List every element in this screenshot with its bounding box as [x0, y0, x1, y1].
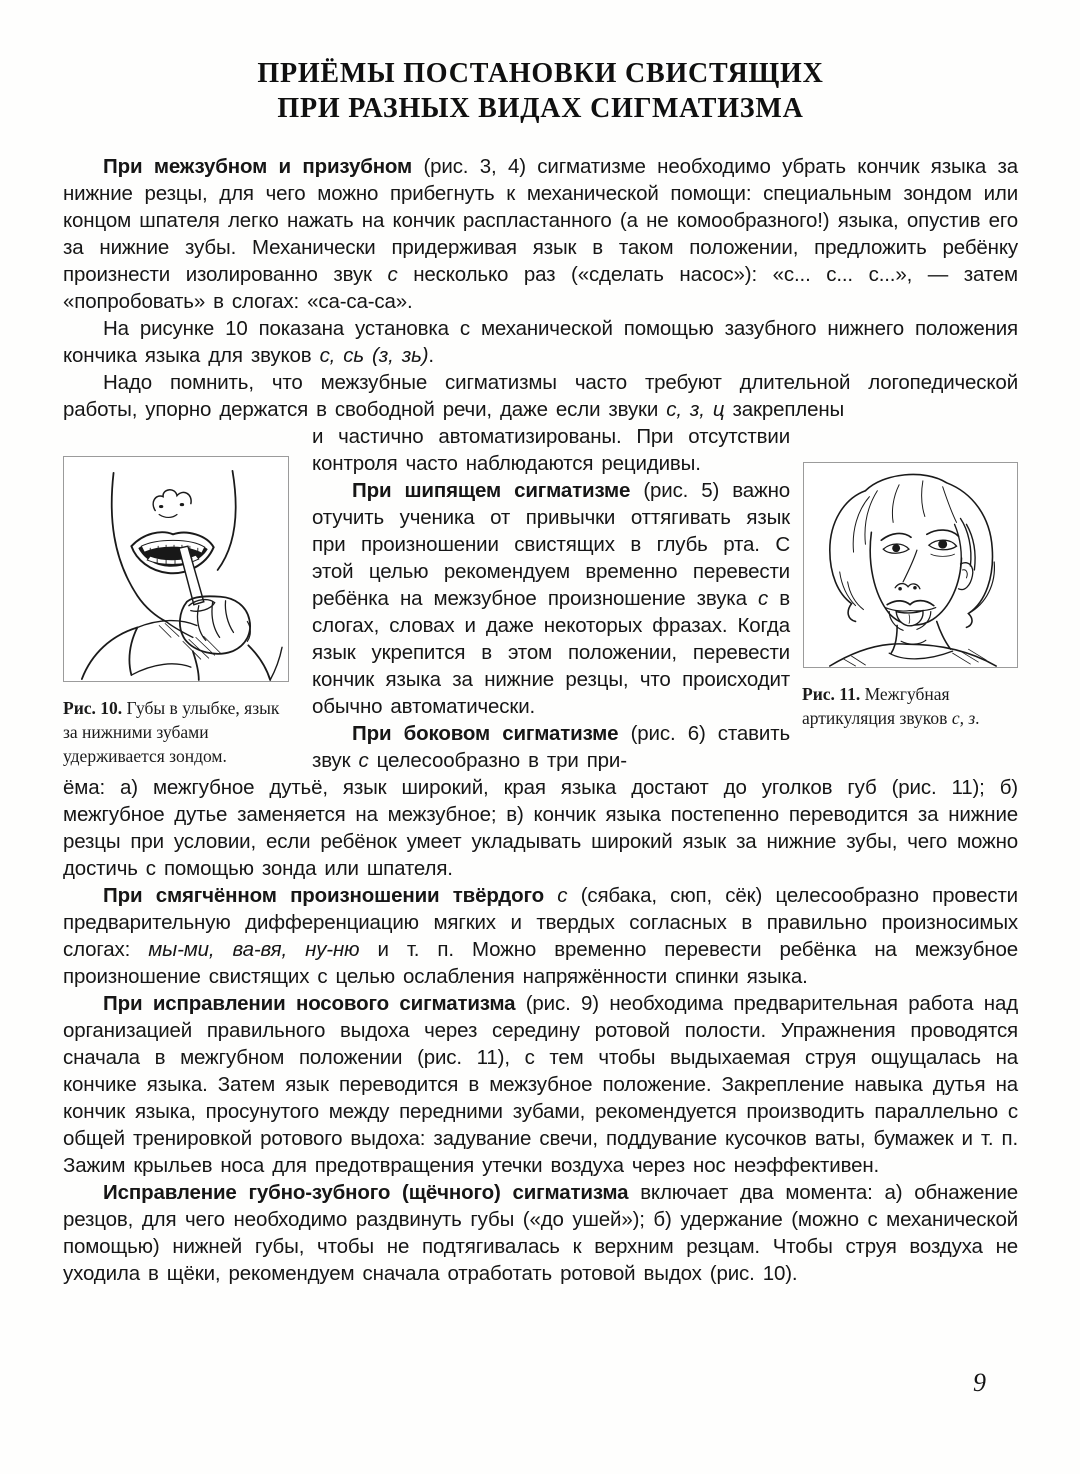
figure11-caption: Рис. 11. Межгубная артикуляция звуков с, з. [802, 684, 980, 728]
page-title-line2: ПРИ РАЗНЫХ ВИДАХ СИГМАТИЗМА [277, 93, 804, 124]
middle-text-column [296, 423, 802, 774]
paragraph-figure10-reference: На рисунке 10 показана установка с механической помощью зазубного нижнего положения кончика языка для звуков с, сь (з, зь). [63, 317, 1018, 367]
figure10-caption: Рис. 10. Губы в улыбке, язык за нижними зубами удерживается зондом. [63, 698, 280, 766]
paragraph-persistence-continued: и частично автоматизированы. При отсутствии контроля часто наблюдаются рецидивы. [312, 425, 790, 475]
figure10-image [63, 456, 289, 682]
page-title-line1: ПРИЁМЫ ПОСТАНОВКИ СВИСТЯЩИХ [257, 58, 824, 89]
paragraph-lateral-sigmatism-continued: ёма: а) межгубное дутьё, язык широкий, края языка достают до уголков губ (рис. 11); б) межгубное дутье заменяется на межзубное; в) кончик языка постепенно переводится за нижние резцы при условии, если ребёнок умеет укладывать широкий язык за нижние зубы, чего можно достичь с помощью зонда или шпателя. [63, 776, 1018, 880]
figures-and-column-section [63, 423, 1018, 774]
page-title [63, 56, 1018, 126]
paragraph-interdental: При межзубном и призубном (рис. 3, 4) сигматизме необходимо убрать кончик языка за нижние резцы, для чего можно прибегнуть к механической помощи: специальным зондом или концом шпателя легко нажать на кончик распластанного (а не комообразного!) языка, опустив его за нижние зубы. Механически придерживая язык в таком положении, предложить ребёнку произнести изолированно звук с несколько раз («сделать насос»): «с... с... с...», — затем «попробовать» в слогах: «са-са-са». [63, 155, 1019, 313]
paragraph-persistence-intro: Надо помнить, что межзубные сигматизмы часто требуют длительной логопедической работы, упорно держатся в свободной речи, даже если звуки с, з, ц закреплены [63, 371, 1018, 421]
figure11-image [803, 462, 1018, 668]
child-face-tongue-illustration [804, 463, 1017, 667]
paragraph-hissing-sigmatism: При шипящем сигматизме (рис. 5) важно отучить ученика от привычки оттягивать язык при произношении свистящих в глубь рта. С этой целью рекомендуем временно перевести ребёнка на межзубное произношение звука с в слогах, словах и даже некоторых фразах. Когда язык укрепится в этом положении, перевести кончик языка за нижние резцы, что происходит обычно автоматически. [312, 479, 790, 718]
paragraph-nasal-sigmatism: При исправлении носового сигматизма (рис. 9) необходима предварительная работа над организацией правильного выдоха через середину ротовой полости. Упражнения проводятся сначала в межгубном положении (рис. 11), с тем чтобы выдыхаемая струя ощущалась на кончике языка. Затем язык переводится в межзубное положение. Закрепление навыка дутья на кончик языка, просунутого между передними зубами, рекомендуется производить параллельно с общей тренировкой ротового выдоха: задувание свечи, поддувание кусочков ваты, бумажек и т. п. Зажим крыльев носа для предотвращения утечки воздуха через нос неэффективен. [63, 992, 1019, 1177]
paragraph-lateral-sigmatism-start: При боковом сигматизме (рис. 6) ставить звук с целесообразно в три при- [312, 722, 790, 772]
figure11-column [802, 423, 1018, 730]
page-number: 9 [973, 1368, 986, 1397]
body-text [63, 153, 1018, 1287]
paragraph-labiodental-sigmatism: Исправление губно-зубного (щёчного) сигматизма включает два момента: а) обнажение резцов, для чего необходимо раздвинуть губы («до ушей»); б) удержание (можно с механической помощью) нижней губы, чтобы не подтягивалась к верхним резцам. Чтобы струя воздуха не уходила в щёки, рекомендуем сначала отработать ротовой выдох (рис. 10). [63, 1181, 1018, 1285]
lips-probe-illustration [64, 457, 288, 681]
figure10-column [63, 423, 296, 768]
paragraph-softened-pronunciation: При смягчённом произношении твёрдого с (сябака, сюп, сёк) целесообразно провести предварительную дифференциацию мягких и твердых согласных в правильно произносимых слогах: мы-ми, ва-вя, ну-ню и т. п. Можно временно перевести ребёнка на межзубное произношение свистящих с целью ослабления напряжённости спинки языка. [63, 884, 1018, 988]
